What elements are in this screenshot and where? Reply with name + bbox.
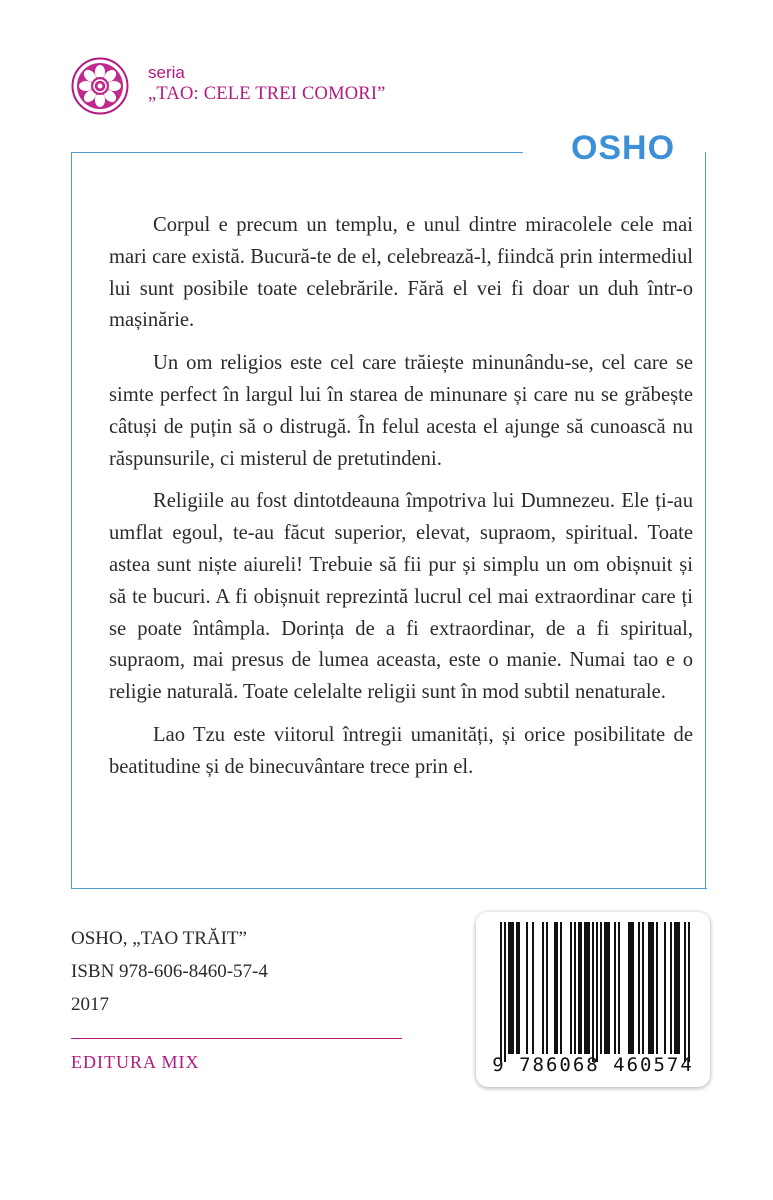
barcode [476,912,710,1087]
barcode-bar [608,922,610,1054]
blurb-paragraph: Religiile au fost dintotdeauna împotriva lui Dumnezeu. Ele ți-au umflat egoul, te-au făcut superior, elevat, supraom, spiritual. Toate astea sunt niște aiureli! Trebuie să fii pur și simplu un om obișnuit și să te bucuri. A fi obișnuit reprezintă lucrul cel mai extraordinar care ți se poate întâmpla. Dorința de a fi extraordinar, de a fi spiritual, supraom, mai presus de lumea aceasta, este o manie. Numai tao e o religie naturală. Toate celelalte religii sunt în mod subtil nenaturale. [109,490,693,704]
colophon [71,922,268,1021]
isbn: ISBN 978-606-8460-57-4 [71,961,268,982]
barcode-bar [648,922,650,1054]
barcode-bar [638,922,640,1054]
barcode-bar [664,922,666,1054]
barcode-bar [642,922,644,1054]
blurb-paragraph: Lao Tzu este viitorul întregii umanități, și orice posibilitate de beatitudine și de binecuvântare trece prin el. [109,723,693,778]
barcode-digits: 9 786068 460574 [492,1054,694,1076]
barcode-bar [526,922,528,1054]
barcode-bar [688,922,690,1062]
barcode-bar [630,922,632,1054]
author-name: OSHO [570,129,676,167]
blurb-paragraph: Un om religios este cel care trăiește minunându-se, cel care se simte perfect în largul lui în starea de minunare și care nu se grăbește câtuși de puțin să o distrugă. În felul acesta el ajunge să cunoască nu răspunsurile, ci misterul de pretutindeni. [109,352,693,470]
barcode-bar [606,922,608,1054]
barcode-bar [518,922,520,1054]
lotus-flower-logo-icon [71,57,129,115]
barcode-bar [628,922,630,1054]
barcode-bar [588,922,590,1054]
barcode-bar [570,922,572,1054]
barcode-bar [676,922,678,1054]
barcode-bar [560,922,562,1054]
series-heading [148,62,386,106]
barcode-bar [584,922,586,1054]
barcode-bar [512,922,514,1054]
barcode-bar [592,922,594,1062]
blurb-text [109,210,693,795]
barcode-bar [580,922,582,1054]
publisher-divider [71,1038,402,1039]
barcode-bar [614,922,616,1054]
barcode-bar [632,922,634,1054]
barcode-bar [504,922,506,1062]
barcode-bar [574,922,576,1054]
series-title: „TAO: CELE TREI COMORI” [148,84,386,105]
publication-year: 2017 [71,994,109,1015]
blurb-paragraph: Corpul e precum un templu, e unul dintre miracolele cele mai mari care există. Bucură-te de el, celebrează-l, fiindcă prin intermediul lui sunt posibile toate celebrările. Fără el vei fi doar un duh într-o mașinărie. [109,214,693,332]
barcode-bar [510,922,512,1054]
frame-bottom-border [71,888,707,889]
barcode-bar [586,922,588,1054]
frame-left-border [71,152,72,889]
barcode-bar [500,922,502,1062]
barcode-bar [508,922,510,1054]
barcode-bar [542,922,544,1054]
publisher-name: EDITURA MIX [71,1052,200,1072]
barcode-bar [670,922,672,1054]
barcode-bar [604,922,606,1054]
barcode-bar [546,922,548,1054]
barcode-bar [684,922,686,1062]
barcode-bar [656,922,658,1054]
barcode-bar [652,922,654,1054]
barcode-bar [674,922,676,1054]
barcode-bar [554,922,556,1054]
barcode-bar [650,922,652,1054]
frame-top-border [71,152,523,153]
barcode-bar [618,922,620,1054]
book-title: OSHO, „TAO TRĂIT” [71,928,247,949]
barcode-bar [516,922,518,1054]
barcode-bar [556,922,558,1054]
barcode-bar [596,922,598,1062]
series-label: seria [148,63,185,82]
barcode-bar [532,922,534,1054]
barcode-bar [578,922,580,1054]
barcode-bar [678,922,680,1054]
frame-right-border [705,152,706,889]
barcode-bar [600,922,602,1054]
